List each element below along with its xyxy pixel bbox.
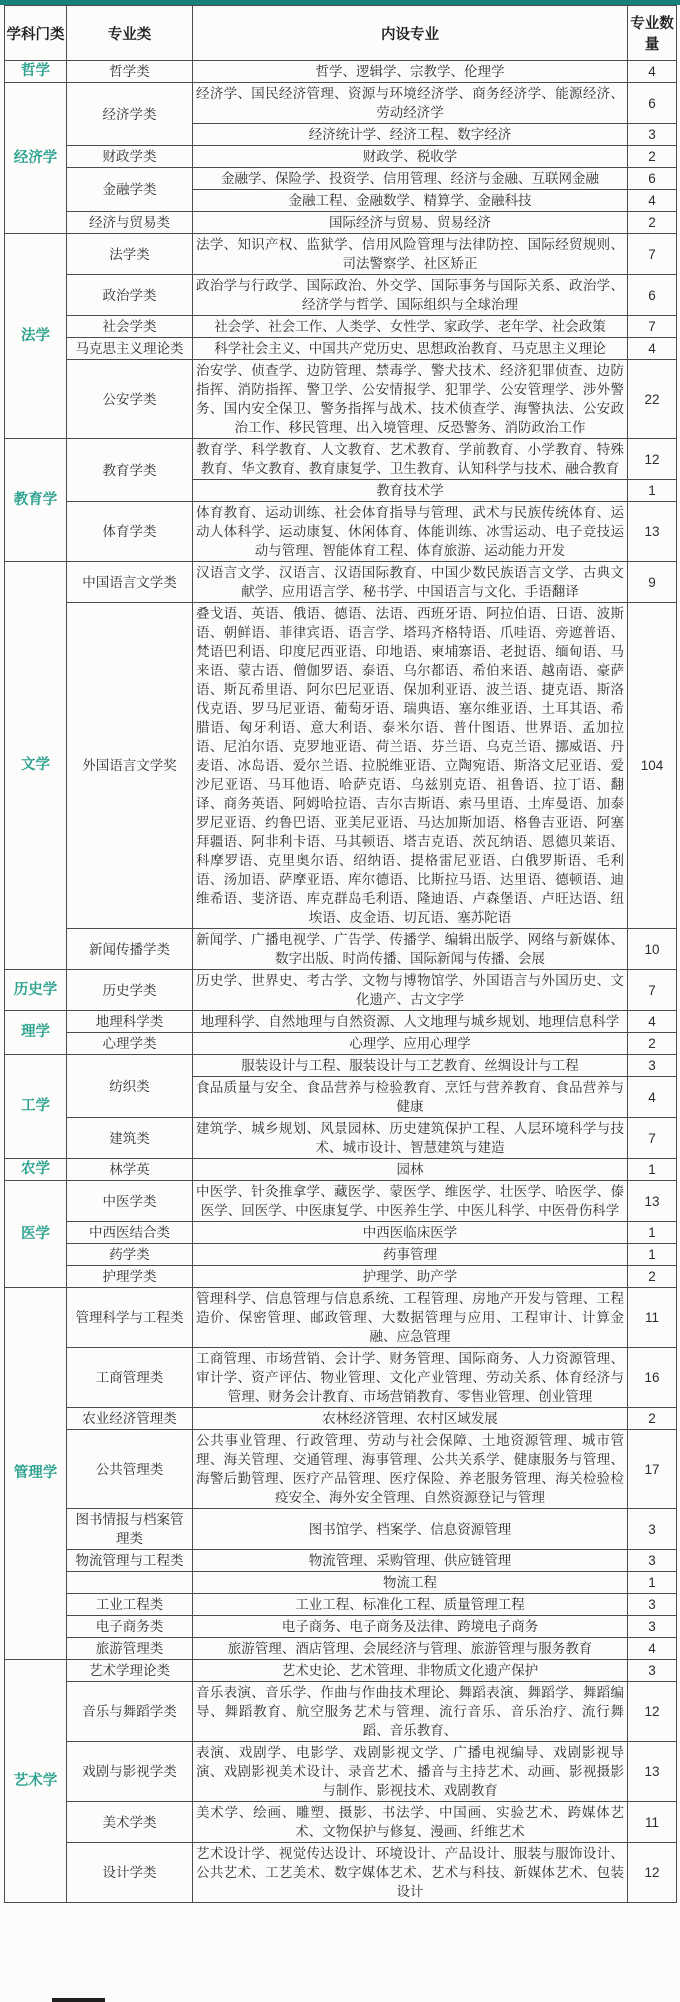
count-cell: 11 [628,1288,677,1348]
count-cell: 22 [628,360,677,439]
count-cell: 3 [628,124,677,146]
category-cell: 建筑类 [67,1118,193,1159]
category-cell: 中医学类 [67,1181,193,1222]
count-cell: 2 [628,146,677,168]
table-row [5,275,677,316]
majors-cell: 科学社会主义、中国共产党历史、思想政治教育、马克思主义理论 [193,338,628,360]
col-header-majors: 内设专业 [193,6,628,61]
table-row [5,1572,677,1594]
majors-cell: 美术学、绘画、雕塑、摄影、书法学、中国画、实验艺术、跨媒体艺术、文物保护与修复、漫画、纤维艺术 [193,1802,628,1843]
count-cell: 17 [628,1430,677,1509]
count-cell: 2 [628,1408,677,1430]
table-row [5,1159,677,1181]
count-cell: 11 [628,1802,677,1843]
table-row [5,338,677,360]
table-row [5,212,677,234]
category-cell: 工业工程类 [67,1594,193,1616]
majors-cell: 园林 [193,1159,628,1181]
count-cell: 6 [628,168,677,190]
majors-cell: 财政学、税收学 [193,146,628,168]
table-row [5,1742,677,1802]
count-cell: 4 [628,338,677,360]
category-cell: 电子商务类 [67,1616,193,1638]
table-row [5,970,677,1011]
count-cell: 12 [628,439,677,480]
table-row [5,1509,677,1550]
count-cell: 104 [628,603,677,929]
majors-cell: 公共事业管理、行政管理、劳动与社会保障、土地资源管理、城市管理、海关管理、交通管理、海事管理、公共关系学、健康服务与管理、海警后勤管理、医疗产品管理、医疗保险、养老服务管理、海关检验检疫安全、海外安全管理、自然资源登记与管理 [193,1430,628,1509]
majors-cell: 法学、知识产权、监狱学、信用风险管理与法律防控、国际经贸规则、司法警察学、社区矫正 [193,234,628,275]
col-header-discipline: 学科门类 [5,6,67,61]
count-cell: 16 [628,1348,677,1408]
count-cell: 12 [628,1682,677,1742]
count-cell: 7 [628,1118,677,1159]
majors-cell: 食品质量与安全、食品营养与检验教育、烹饪与营养教育、食品营养与健康 [193,1077,628,1118]
count-cell: 4 [628,1011,677,1033]
category-cell: 历史学类 [67,970,193,1011]
discipline-cell: 法学 [5,234,67,439]
discipline-cell: 文学 [5,562,67,970]
majors-cell: 艺术设计学、视觉传达设计、环境设计、产品设计、服装与服饰设计、公共艺术、工艺美术、数字媒体艺术、艺术与科技、新媒体艺术、包装设计 [193,1843,628,1903]
category-cell: 经济学类 [67,83,193,146]
category-cell: 政治学类 [67,275,193,316]
category-cell: 药学类 [67,1244,193,1266]
discipline-cell: 医学 [5,1181,67,1288]
category-cell: 艺术学理论类 [67,1660,193,1682]
majors-cell: 服装设计与工程、服装设计与工艺教育、丝绸设计与工程 [193,1055,628,1077]
category-cell: 物流管理与工程类 [67,1550,193,1572]
majors-cell: 新闻学、广播电视学、广告学、传播学、编辑出版学、网络与新媒体、数字出版、时尚传播、国际新闻与传播、会展 [193,929,628,970]
count-cell: 1 [628,1159,677,1181]
table-row [5,1181,677,1222]
majors-cell: 叠戈语、英语、俄语、德语、法语、西班牙语、阿拉伯语、日语、波斯语、朝鲜语、菲律宾语、语言学、塔玛齐格特语、爪哇语、旁遮普语、梵语巴利语、印度尼西亚语、印地语、柬埔寨语、老挝语、缅甸语、马来语、蒙古语、僧伽罗语、泰语、乌尔都语、希伯来语、越南语、豪萨语、斯瓦希里语、阿尔巴尼亚语、保加利亚语、波兰语、捷克语、斯洛伐克语、罗马尼亚语、葡萄牙语、瑞典语、塞尔维亚语、土耳其语、希腊语、匈牙利语、意大利语、泰米尔语、普什图语、世界语、孟加拉语、尼泊尔语、克罗地亚语、荷兰语、芬兰语、乌克兰语、挪威语、丹麦语、冰岛语、爱尔兰语、拉脱维亚语、立陶宛语、斯洛文尼亚语、爱沙尼亚语、马耳他语、哈萨克语、乌兹别克语、祖鲁语、拉丁语、翻译、商务英语、阿姆哈拉语、吉尔吉斯语、索马里语、土库曼语、加泰罗尼亚语、约鲁巴语、亚美尼亚语、马达加斯加语、格鲁吉亚语、阿塞拜疆语、阿非利卡语、马其顿语、塔吉克语、茨瓦纳语、恩德贝莱语、科摩罗语、克里奥尔语、绍纳语、提格雷尼亚语、白俄罗斯语、毛利语、汤加语、萨摩亚语、库尔德语、比斯拉马语、达里语、德顿语、迪维希语、斐济语、库克群岛毛利语、隆迪语、卢森堡语、卢旺达语、纽埃语、皮金语、切瓦语、塞苏陀语 [193,603,628,929]
count-cell: 1 [628,1222,677,1244]
discipline-cell: 哲学 [5,61,67,83]
majors-cell: 汉语言文学、汉语言、汉语国际教育、中国少数民族语言文学、古典文献学、应用语言学、秘书学、中国语言与文化、手语翻译 [193,562,628,603]
category-cell: 管理科学与工程类 [67,1288,193,1348]
category-cell: 图书情报与档案管理类 [67,1509,193,1550]
category-cell: 法学类 [67,234,193,275]
category-cell: 林学英 [67,1159,193,1181]
count-cell: 13 [628,502,677,562]
category-cell: 工商管理类 [67,1348,193,1408]
table-row [5,502,677,562]
count-cell: 10 [628,929,677,970]
count-cell: 6 [628,83,677,124]
count-cell: 6 [628,275,677,316]
majors-cell: 国际经济与贸易、贸易经济 [193,212,628,234]
majors-cell: 农林经济管理、农村区域发展 [193,1408,628,1430]
table-row [5,61,677,83]
count-cell: 3 [628,1509,677,1550]
discipline-cell: 经济学 [5,83,67,234]
table-row [5,146,677,168]
table-row [5,360,677,439]
count-cell: 4 [628,1638,677,1660]
table-row [5,1594,677,1616]
majors-cell: 历史学、世界史、考古学、文物与博物馆学、外国语言与外国历史、文化遗产、古文字学 [193,970,628,1011]
count-cell: 3 [628,1055,677,1077]
majors-cell: 政治学与行政学、国际政治、外交学、国际事务与国际关系、政治学、经济学与哲学、国际组织与全球治理 [193,275,628,316]
majors-cell: 图书馆学、档案学、信息资源管理 [193,1509,628,1550]
category-cell: 新闻传播学类 [67,929,193,970]
majors-cell: 金融工程、金融数学、精算学、金融科技 [193,190,628,212]
table-row [5,1660,677,1682]
table-row [5,1408,677,1430]
category-cell: 美术学类 [67,1802,193,1843]
majors-cell: 护理学、助产学 [193,1266,628,1288]
category-cell: 戏剧与影视学类 [67,1742,193,1802]
table-row [5,1033,677,1055]
category-cell: 中国语言文学类 [67,562,193,603]
table-row [5,1055,677,1077]
count-cell: 2 [628,1033,677,1055]
majors-cell: 管理科学、信息管理与信息系统、工程管理、房地产开发与管理、工程造价、保密管理、邮政管理、大数据管理与应用、工程审计、计算金融、应急管理 [193,1288,628,1348]
count-cell: 3 [628,1594,677,1616]
count-cell: 12 [628,1843,677,1903]
table-row [5,1244,677,1266]
category-cell: 经济与贸易类 [67,212,193,234]
majors-cell: 地理科学、自然地理与自然资源、人文地理与城乡规划、地理信息科学 [193,1011,628,1033]
category-cell: 中西医结合类 [67,1222,193,1244]
majors-cell: 艺术史论、艺术管理、非物质文化遗产保护 [193,1660,628,1682]
category-cell: 财政学类 [67,146,193,168]
table-row [5,1430,677,1509]
count-cell: 9 [628,562,677,603]
table-row [5,1550,677,1572]
count-cell: 2 [628,1266,677,1288]
count-cell: 1 [628,1572,677,1594]
majors-cell: 体育教育、运动训练、社会体育指导与管理、武术与民族传统体育、运动人体科学、运动康复、休闲体育、体能训练、冰雪运动、电子竞技运动与管理、智能体育工程、体育旅游、运动能力开发 [193,502,628,562]
table-row [5,1118,677,1159]
count-cell: 1 [628,1244,677,1266]
majors-cell: 心理学、应用心理学 [193,1033,628,1055]
count-cell: 3 [628,1616,677,1638]
table-row [5,316,677,338]
table-row [5,1682,677,1742]
count-cell: 4 [628,1077,677,1118]
count-cell: 7 [628,316,677,338]
table-row [5,1222,677,1244]
category-cell: 护理学类 [67,1266,193,1288]
table-row [5,562,677,603]
category-cell: 公共管理类 [67,1430,193,1509]
majors-cell: 经济学、国民经济管理、资源与环境经济学、商务经济学、能源经济、劳动经济学 [193,83,628,124]
count-cell: 7 [628,970,677,1011]
majors-cell: 药事管理 [193,1244,628,1266]
table-row [5,83,677,124]
count-cell: 1 [628,480,677,502]
category-cell: 社会学类 [67,316,193,338]
table-row [5,1011,677,1033]
header-row [5,6,677,61]
table-row [5,1266,677,1288]
category-cell: 哲学类 [67,61,193,83]
table-row [5,929,677,970]
table-row [5,1802,677,1843]
count-cell: 7 [628,234,677,275]
table-body [5,61,677,1903]
majors-cell: 社会学、社会工作、人类学、女性学、家政学、老年学、社会政策 [193,316,628,338]
majors-cell: 中医学、针灸推拿学、藏医学、蒙医学、维医学、壮医学、哈医学、傣医学、回医学、中医康复学、中医养生学、中医儿科学、中医骨伤科学 [193,1181,628,1222]
discipline-cell: 理学 [5,1011,67,1055]
category-cell: 心理学类 [67,1033,193,1055]
discipline-cell: 艺术学 [5,1660,67,1903]
category-cell: 公安学类 [67,360,193,439]
discipline-cell: 农学 [5,1159,67,1181]
table-row [5,1288,677,1348]
majors-cell: 工业工程、标准化工程、质量管理工程 [193,1594,628,1616]
discipline-cell: 工学 [5,1055,67,1159]
count-cell: 2 [628,212,677,234]
majors-cell: 电子商务、电子商务及法律、跨境电子商务 [193,1616,628,1638]
count-cell: 13 [628,1742,677,1802]
majors-cell: 表演、戏剧学、电影学、戏剧影视文学、广播电视编导、戏剧影视导演、戏剧影视美术设计、录音艺术、播音与主持艺术、动画、影视摄影与制作、影视技术、戏剧教育 [193,1742,628,1802]
majors-cell: 治安学、侦查学、边防管理、禁毒学、警犬技术、经济犯罪侦查、边防指挥、消防指挥、警卫学、公安情报学、犯罪学、公安管理学、涉外警务、国内安全保卫、警务指挥与战术、技术侦查学、海警执法、公安政治工作、移民管理、出入境管理、反恐警务、消防政治工作 [193,360,628,439]
discipline-cell: 历史学 [5,970,67,1011]
majors-cell: 哲学、逻辑学、宗教学、伦理学 [193,61,628,83]
bottom-bar-fragment [52,1998,105,2002]
table-row [5,234,677,275]
majors-cell: 教育学、科学教育、人文教育、艺术教育、学前教育、小学教育、特殊教育、华文教育、教育康复学、卫生教育、认知科学与技术、融合教育 [193,439,628,480]
majors-cell: 工商管理、市场营销、会计学、财务管理、国际商务、人力资源管理、审计学、资产评估、物业管理、文化产业管理、劳动关系、体育经济与管理、财务会计教育、市场营销教育、零售业管理、创业管理 [193,1348,628,1408]
table-row [5,1638,677,1660]
majors-cell: 音乐表演、音乐学、作曲与作曲技术理论、舞蹈表演、舞蹈学、舞蹈编导、舞蹈教育、航空服务艺术与管理、流行音乐、音乐治疗、流行舞蹈、音乐教育、 [193,1682,628,1742]
category-cell: 纺织类 [67,1055,193,1118]
category-cell [67,1572,193,1594]
col-header-count: 专业数量 [628,6,677,61]
count-cell: 4 [628,61,677,83]
count-cell: 13 [628,1181,677,1222]
category-cell: 体育学类 [67,502,193,562]
majors-cell: 金融学、保险学、投资学、信用管理、经济与金融、互联网金融 [193,168,628,190]
category-cell: 马克思主义理论类 [67,338,193,360]
table-row [5,1843,677,1903]
category-cell: 音乐与舞蹈学类 [67,1682,193,1742]
discipline-cell: 管理学 [5,1288,67,1660]
category-cell: 外国语言文学奖 [67,603,193,929]
majors-cell: 教育技术学 [193,480,628,502]
category-cell: 教育学类 [67,439,193,502]
majors-cell: 旅游管理、酒店管理、会展经济与管理、旅游管理与服务教育 [193,1638,628,1660]
majors-cell: 物流工程 [193,1572,628,1594]
table-row [5,1616,677,1638]
count-cell: 3 [628,1550,677,1572]
table-row [5,168,677,190]
majors-cell: 中西医临床医学 [193,1222,628,1244]
majors-table [4,5,677,1903]
table-row [5,1348,677,1408]
category-cell: 金融学类 [67,168,193,212]
majors-cell: 建筑学、城乡规划、风景园林、历史建筑保护工程、人层环境科学与技术、城市设计、智慧建筑与建造 [193,1118,628,1159]
col-header-category: 专业类 [67,6,193,61]
table-row [5,439,677,480]
category-cell: 地理科学类 [67,1011,193,1033]
majors-cell: 物流管理、采购管理、供应链管理 [193,1550,628,1572]
table-row [5,603,677,929]
discipline-cell: 教育学 [5,439,67,562]
count-cell: 4 [628,190,677,212]
category-cell: 设计学类 [67,1843,193,1903]
category-cell: 旅游管理类 [67,1638,193,1660]
majors-cell: 经济统计学、经济工程、数字经济 [193,124,628,146]
count-cell: 3 [628,1660,677,1682]
category-cell: 农业经济管理类 [67,1408,193,1430]
